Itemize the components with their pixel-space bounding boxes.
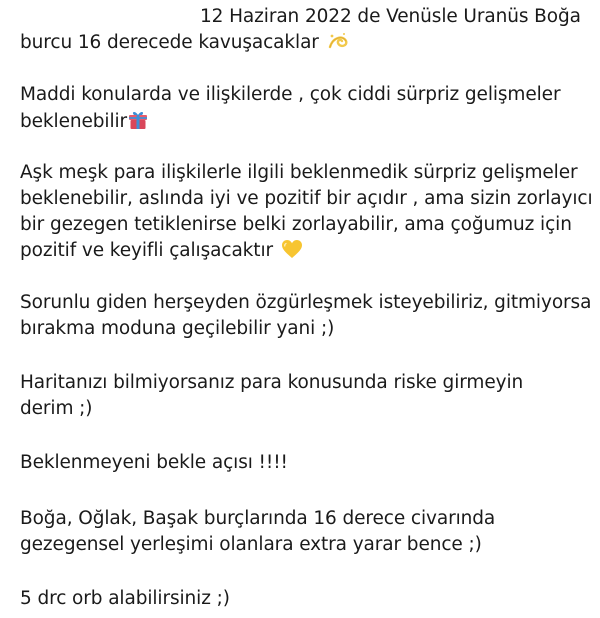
p3-line3: bir gezegen tetiklenirse belki zorlayabilir, ama çoğumuz için <box>20 214 572 235</box>
dizzy-icon <box>327 31 349 59</box>
p4-line2: bırakma moduna geçilebilir yani ;) <box>20 318 335 339</box>
p2-line2-text: beklenebilir <box>20 111 128 132</box>
p5-line2: derim ;) <box>20 398 93 419</box>
p4-line1: Sorunlu giden herşeyden özgürleşmek isteyebiliriz, gitmiyorsa <box>20 292 592 313</box>
p2-line1: Maddi konularda ve ilişkilerde , çok ciddi sürpriz gelişmeler <box>20 84 561 105</box>
p7-line1: Boğa, Oğlak, Başak burçlarında 16 derece civarında <box>20 508 496 529</box>
p1-line2-text: burcu 16 derecede kavuşacaklar <box>20 32 319 53</box>
gift-icon <box>127 108 149 138</box>
p8-line1: 5 drc orb alabilirsiniz ;) <box>20 588 230 609</box>
p5-line1: Haritanızı bilmiyorsanız para konusunda riske girmeyin <box>20 372 524 393</box>
p6-line1: Beklenmeyeni bekle açısı !!!! <box>20 452 288 473</box>
p3-line1: Aşk meşk para ilişkilerle ilgili beklenmedik sürpriz gelişmeler <box>20 162 578 183</box>
p3-line4-text: pozitif ve keyifli çalışacaktır <box>20 240 273 261</box>
p7-line2: gezegensel yerleşimi olanlara extra yarar bence ;) <box>20 534 482 555</box>
p2-line2 <box>20 108 149 138</box>
p1-line2 <box>20 30 349 59</box>
p3-line2: beklenebilir, aslında iyi ve pozitif bir açıdır , ama sizin zorlayıcı <box>20 188 593 209</box>
yellow-heart-icon <box>281 239 303 267</box>
p3-line4 <box>20 238 303 267</box>
p1-line1: 12 Haziran 2022 de Venüsle Uranüs Boğa <box>200 6 581 27</box>
